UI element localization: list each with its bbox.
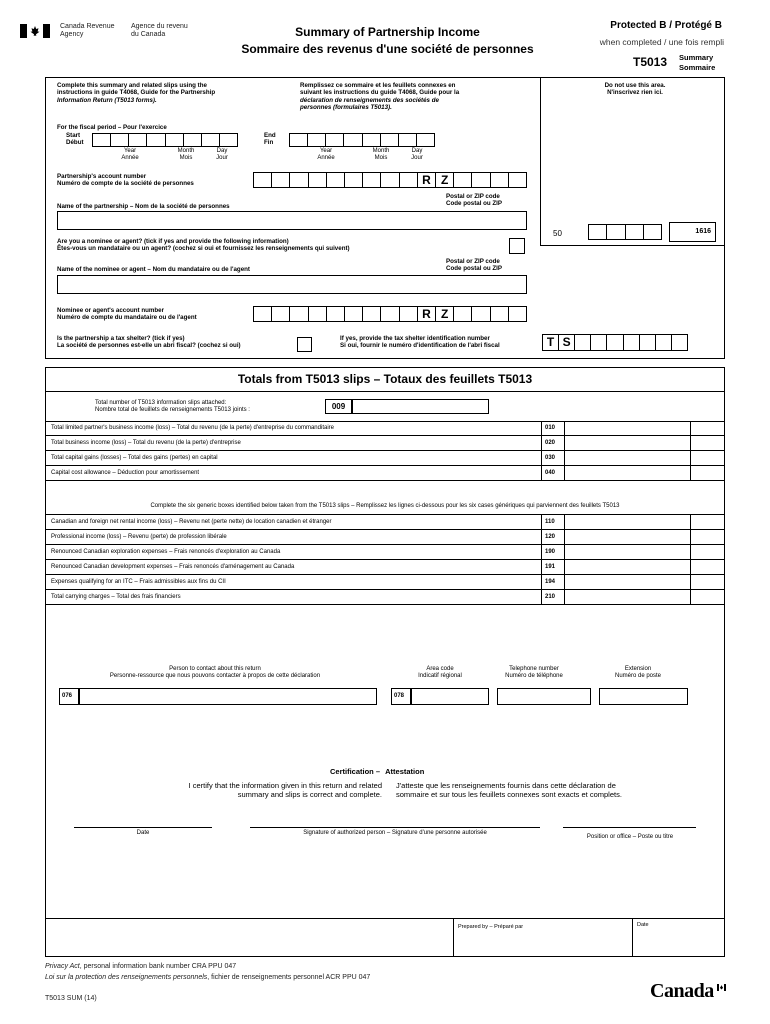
partnership-account-field[interactable]: [253, 172, 527, 188]
title-fr: Sommaire des revenus d'une société de personnes: [241, 42, 534, 56]
agency-fr-line1: Agence du revenu: [131, 23, 188, 30]
partnership-postal-en: Postal or ZIP code: [446, 193, 500, 200]
summary-fr: Sommaire: [679, 63, 716, 72]
total-row-190: [46, 545, 724, 560]
total-amount-input[interactable]: [564, 466, 691, 480]
total-row-label: Canadian and foreign net rental income (loss) – Revenu net (perte nette) de location canadien et étranger: [51, 519, 332, 525]
do-not-use-label: [545, 82, 725, 97]
total-row-code: 190: [541, 545, 565, 559]
nominee-checkbox[interactable]: [509, 238, 525, 254]
slip-count-input[interactable]: [352, 399, 489, 414]
office-code-1616: 1616: [669, 222, 716, 242]
end-en: End: [264, 132, 276, 139]
canada-wordmark-text: Canada: [650, 980, 714, 1002]
start-month-en: Month: [177, 148, 195, 154]
agency-name-en: [60, 23, 115, 39]
certification-heading-en: Certification –: [330, 767, 381, 776]
instructions-en-3: Information Return (T5013 forms).: [57, 96, 157, 104]
extension-label: [598, 666, 678, 680]
telephone-en: Telephone number: [509, 666, 559, 672]
total-row-label: Total limited partner's business income (loss) – Total du revenu (de la perte) d'entreprise du commanditaire: [51, 425, 334, 431]
summary-label: [679, 53, 715, 73]
agency-fr-line2: du Canada: [131, 31, 166, 38]
end-month-label: [366, 148, 396, 162]
start-date-field[interactable]: [92, 133, 238, 147]
nominee-name-input[interactable]: [57, 275, 527, 294]
total-cents-input[interactable]: [690, 530, 725, 544]
total-row-194: [46, 575, 724, 590]
area-code-fr: Indicatif régional: [418, 673, 462, 679]
slip-count-code: 009: [325, 399, 352, 414]
total-cents-input[interactable]: [690, 560, 725, 574]
total-cents-input[interactable]: [690, 575, 725, 589]
total-row-label: Total capital gains (losses) – Total des gains (pertes) en capital: [51, 455, 218, 461]
start-month-fr: Mois: [179, 155, 193, 161]
office-area-divider: [540, 77, 541, 245]
instructions-fr-3: déclaration de renseignements des sociétés de: [300, 96, 439, 104]
end-year-fr: Année: [317, 155, 335, 161]
total-row-code: 010: [541, 421, 565, 435]
end-date-field[interactable]: [289, 133, 435, 147]
partnership-account-label: [57, 173, 194, 188]
total-amount-input[interactable]: [564, 545, 691, 559]
total-row-label: Expenses qualifying for an ITC – Frais admissibles aux fins du CII: [51, 579, 226, 585]
tax-shelter-number-field[interactable]: [542, 334, 688, 351]
start-fr: Début: [66, 139, 84, 147]
protected-label: Protected B / Protégé B: [610, 20, 722, 31]
date-label: Date: [136, 830, 150, 836]
position-line[interactable]: [563, 827, 696, 828]
prepared-right-divider: [632, 918, 633, 957]
start-month-label: [171, 148, 201, 162]
end-year-label: [311, 148, 341, 162]
contact-code-078: 078: [391, 688, 411, 705]
extension-fr: Numéro de poste: [614, 673, 662, 679]
start-year-fr: Année: [121, 155, 139, 161]
slip-count-fr: Nombre total de feuillets de renseignements T5013 joints :: [95, 407, 250, 413]
end-month-en: Month: [372, 148, 390, 154]
canada-wordmark: [650, 980, 714, 1003]
total-row-code: 030: [541, 451, 565, 465]
total-row-040: [46, 466, 724, 481]
total-cents-input[interactable]: [690, 451, 725, 465]
total-row-code: 194: [541, 575, 565, 589]
instructions-fr-2: suivant les instructions du guide T4068, Guide pour la: [300, 89, 460, 97]
end-day-fr: Jour: [411, 155, 423, 161]
total-amount-input[interactable]: [564, 421, 691, 435]
form-id: T5013 SUM (14): [45, 995, 97, 1002]
fiscal-period-label: For the fiscal period – Pour l'exercice: [57, 124, 167, 131]
partnership-postal-label: [446, 193, 502, 208]
area-code-label: [395, 666, 485, 680]
signature-line[interactable]: [250, 827, 540, 828]
canada-flag-icon: [20, 24, 50, 38]
wordmark-flag-icon: [717, 978, 726, 985]
end-day-en: Day: [411, 148, 423, 154]
slip-count-en: Total number of T5013 information slips attached:: [95, 400, 227, 406]
contact-code-076: 076: [59, 688, 79, 705]
office-code-50: 50: [553, 229, 562, 238]
area-code-input[interactable]: [411, 688, 489, 705]
shelter-t-letter: T: [543, 335, 559, 350]
title-en: Summary of Partnership Income: [295, 25, 480, 39]
totals-title: Totals from T5013 slips – Totaux des feuillets T5013: [237, 372, 533, 386]
end-label: [264, 132, 276, 147]
total-row-191: [46, 560, 724, 575]
total-row-label: Capital cost allowance – Déduction pour amortissement: [51, 470, 200, 476]
end-month-fr: Mois: [374, 155, 388, 161]
generic-boxes-note: Complete the six generic boxes identified below taken from the T5013 slips – Remplissez les lignes ci-dessous pour les six cases génériques qui parviennent des feuillets T5013: [150, 503, 620, 509]
total-amount-input[interactable]: [564, 451, 691, 465]
total-amount-input[interactable]: [564, 530, 691, 544]
total-row-210: [46, 590, 724, 605]
total-amount-input[interactable]: [564, 590, 691, 604]
do-not-use-en: Do not use this area.: [604, 82, 666, 89]
nominee-postal-label: [446, 258, 502, 273]
contact-person-label: [60, 666, 370, 680]
instructions-en: [57, 82, 292, 104]
total-row-020: [46, 436, 724, 451]
instructions-en-1: Complete this summary and related slips using the: [57, 82, 207, 89]
nominee-name-label: Name of the nominee or agent – Nom du mandataire ou de l'agent: [57, 266, 250, 273]
nominee-postal-fr: Code postal ou ZIP: [446, 265, 503, 273]
total-row-110: [46, 515, 724, 530]
position-label: Position or office – Poste ou titre: [586, 834, 674, 840]
office-50-field: [588, 224, 662, 240]
nominee-r-letter: R: [418, 307, 436, 321]
nominee-z-letter: Z: [436, 307, 454, 321]
end-fr: Fin: [264, 139, 274, 147]
instructions-fr-4: personnes (formulaires T5013).: [300, 104, 392, 112]
total-cents-input[interactable]: [690, 421, 725, 435]
loi-line: [45, 974, 370, 982]
certification-en-1: I certify that the information given in this return and related: [188, 781, 382, 790]
telephone-input[interactable]: [497, 688, 591, 705]
nominee-question: [57, 238, 350, 253]
tax-shelter-question-fr: La société de personnes est-elle un abri fiscal? (cochez si oui): [57, 342, 241, 350]
form-code: T5013: [633, 55, 668, 69]
total-amount-input[interactable]: [564, 560, 691, 574]
prepared-by-label: Prepared by – Préparé par: [458, 924, 524, 930]
when-completed-label: when completed / une fois rempli: [599, 37, 724, 47]
total-cents-input[interactable]: [690, 545, 725, 559]
partnership-account-en: Partnership's account number: [57, 173, 147, 180]
certification-fr-1: J'atteste que les renseignements fournis dans cette déclaration de: [396, 781, 616, 790]
certification-text-fr: [396, 781, 696, 799]
total-row-label: Renounced Canadian exploration expenses – Frais renoncés d'exploration au Canada: [51, 549, 281, 555]
total-amount-input[interactable]: [564, 575, 691, 589]
start-year-label: [115, 148, 145, 162]
contact-person-input[interactable]: [79, 688, 377, 705]
nominee-account-en: Nominee or agent's account number: [57, 307, 165, 314]
total-row-label: Total business income (loss) – Total du revenu (de la perte) d'entreprise: [51, 440, 241, 446]
start-label: [66, 132, 84, 147]
telephone-label: [484, 666, 584, 680]
account-z-letter: Z: [436, 173, 454, 187]
date-line[interactable]: [74, 827, 212, 828]
end-day-label: [402, 148, 432, 162]
instructions-fr: [300, 82, 535, 112]
start-en: Start: [66, 132, 81, 139]
loi-name: Loi sur la protection des renseignements personnels: [45, 974, 208, 981]
total-row-label: Professional income (loss) – Revenu (perte) de profession libérale: [51, 534, 227, 540]
agency-en-line1: Canada Revenue: [60, 23, 115, 30]
privacy-act-rest: , personal information bank number CRA PPU 047: [79, 963, 237, 970]
nominee-account-fr: Numéro de compte du mandataire ou de l'agent: [57, 314, 197, 322]
do-not-use-fr: N'inscrivez rien ici.: [607, 89, 663, 97]
partnership-account-fr: Numéro de compte de la société de personnes: [57, 180, 194, 188]
total-row-code: 191: [541, 560, 565, 574]
agency-en-line2: Agency: [60, 31, 84, 38]
prepared-left-divider: [453, 918, 454, 957]
nominee-postal-en: Postal or ZIP code: [446, 258, 500, 265]
certification-heading-fr: Attestation: [385, 767, 425, 776]
total-row-code: 040: [541, 466, 565, 480]
tax-shelter-checkbox[interactable]: [297, 337, 312, 352]
total-row-030: [46, 451, 724, 466]
certification-heading: [330, 767, 424, 776]
certification-en-2: summary and slips is correct and complete.: [237, 790, 382, 799]
telephone-fr: Numéro de téléphone: [505, 673, 563, 679]
total-cents-input[interactable]: [690, 515, 725, 529]
instructions-en-2: instructions in guide T4068, Guide for the Partnership: [57, 89, 216, 97]
summary-en: Summary: [679, 53, 714, 62]
certification-text-en: [130, 781, 382, 799]
signature-label: Signature of authorized person – Signature d'une personne autorisée: [303, 830, 487, 836]
total-amount-input[interactable]: [564, 515, 691, 529]
extension-en: Extension: [624, 666, 652, 672]
nominee-question-fr: Êtes-vous un mandataire ou un agent? (cochez si oui et fournissez les renseignements qui suivent): [57, 245, 350, 253]
loi-rest: , fichier de renseignements personnel ACR PPU 047: [207, 974, 371, 981]
total-row-label: Renounced Canadian development expenses – Frais renoncés d'aménagement au Canada: [51, 564, 295, 570]
total-cents-input[interactable]: [690, 590, 725, 604]
account-r-letter: R: [418, 173, 436, 187]
total-row-code: 020: [541, 436, 565, 450]
contact-person-fr: Personne-ressource que nous pouvons contacter à propos de cette déclaration: [109, 673, 321, 679]
total-row-120: [46, 530, 724, 545]
start-day-label: [207, 148, 237, 162]
tax-shelter-question-en: Is the partnership a tax shelter? (tick if yes): [57, 335, 185, 342]
office-area-bottom: [540, 245, 725, 246]
tax-shelter-provide-fr: Si oui, fournir le numéro d'identification de l'abri fiscal: [340, 342, 500, 350]
tax-shelter-provide-en: If yes, provide the tax shelter identification number: [340, 335, 490, 342]
totals-title-divider: [45, 391, 725, 392]
total-cents-input[interactable]: [690, 466, 725, 480]
certification-fr-2: sommaire et sur tous les feuillets connexes sont exacts et complets.: [396, 790, 622, 799]
partnership-postal-fr: Code postal ou ZIP: [446, 200, 503, 208]
partnership-name-label: Name of the partnership – Nom de la société de personnes: [57, 203, 230, 210]
shelter-s-letter: S: [559, 335, 575, 350]
end-year-en: Year: [319, 148, 333, 154]
total-cents-input[interactable]: [690, 436, 725, 450]
prepared-date-label: Date: [637, 922, 649, 928]
slip-count-label: [95, 400, 250, 414]
tax-shelter-provide-label: [340, 335, 500, 350]
nominee-account-label: [57, 307, 197, 322]
start-year-en: Year: [123, 148, 137, 154]
extension-input[interactable]: [599, 688, 688, 705]
privacy-act-name: Privacy Act: [45, 963, 80, 970]
partnership-name-input[interactable]: [57, 211, 527, 230]
total-row-010: [46, 421, 724, 436]
contact-person-en: Person to contact about this return: [169, 666, 261, 672]
prepared-divider: [45, 918, 725, 919]
total-row-label: Total carrying charges – Total des frais financiers: [51, 594, 181, 600]
start-day-en: Day: [216, 148, 228, 154]
nominee-account-field[interactable]: [253, 306, 527, 322]
total-amount-input[interactable]: [564, 436, 691, 450]
instructions-fr-1: Remplissez ce sommaire et les feuillets connexes en: [300, 82, 456, 89]
privacy-act-line: [45, 963, 236, 971]
total-row-code: 120: [541, 530, 565, 544]
start-day-fr: Jour: [216, 155, 228, 161]
area-code-en: Area code: [426, 666, 454, 672]
total-row-code: 110: [541, 515, 565, 529]
total-row-code: 210: [541, 590, 565, 604]
nominee-question-en: Are you a nominee or agent? (tick if yes and provide the following information): [57, 238, 289, 245]
page-title: [230, 25, 545, 57]
agency-name-fr: [131, 23, 188, 39]
tax-shelter-question: [57, 335, 241, 350]
